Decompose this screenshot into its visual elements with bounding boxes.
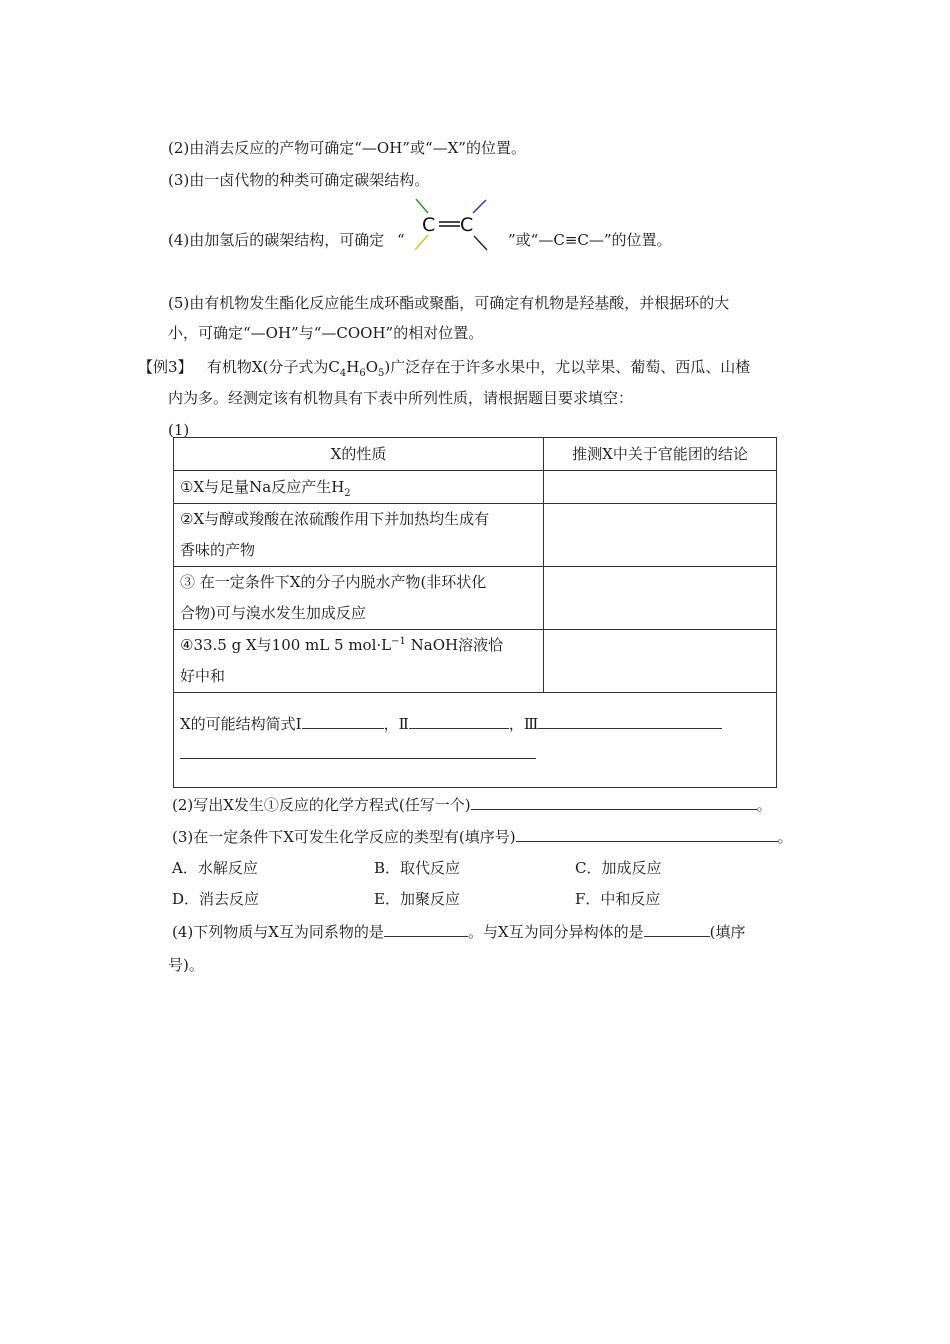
- property-text: NaOH溶液恰: [405, 636, 504, 654]
- header-conclusion: 推测X中关于官能团的结论: [544, 438, 777, 471]
- question-3: [172, 827, 793, 847]
- question-3-blank[interactable]: [516, 827, 778, 842]
- header-property: X的性质: [174, 438, 544, 471]
- property-text: ④33.5 g X与100 mL 5 mol·L: [180, 636, 392, 654]
- option-b[interactable]: B．取代反应: [374, 859, 461, 877]
- property-text: 好中和: [180, 667, 226, 685]
- question-end: 。: [756, 796, 772, 814]
- point-5-line2: 小，可确定“—OH”与“—COOH”的相对位置。: [168, 324, 484, 342]
- superscript: −1: [391, 636, 406, 647]
- conclusion-cell[interactable]: [544, 630, 777, 693]
- point-2: (2)由消去反应的产物可确定“—OH”或“—X”的位置。: [168, 139, 526, 157]
- property-text: 香味的产物: [180, 541, 256, 559]
- table-row: [174, 504, 777, 567]
- question-1-label: (1): [168, 421, 190, 439]
- subscript: 2: [344, 488, 351, 499]
- example-text: 有机物X(分子式为C: [206, 358, 340, 376]
- point-3: (3)由一卤代物的种类可确定碳架结构。: [168, 171, 430, 189]
- point-4-rest: ”或“—C≡C—”的位置。: [508, 231, 672, 249]
- option-f[interactable]: F．中和反应: [575, 890, 661, 908]
- conclusion-cell[interactable]: [544, 504, 777, 567]
- example-label: 【例3】: [138, 358, 193, 376]
- answer-blank-3[interactable]: [538, 714, 722, 729]
- point-5-line1: (5)由有机物发生酯化反应能生成环酯或聚酯，可确定有机物是羟基酸，并根据环的大: [168, 294, 730, 312]
- answer-label: ，Ⅲ: [508, 715, 539, 733]
- options-row-2: [172, 889, 732, 909]
- property-text: ②X与醇或羧酸在浓硫酸作用下并加热均生成有: [180, 510, 490, 528]
- property-cell: [174, 471, 544, 504]
- example-3-line2: 内为多。经测定该有机物具有下表中所列性质，请根据题目要求填空：: [168, 389, 634, 407]
- point-4-text: (4)由加氢后的碳架结构，可确定: [168, 231, 385, 249]
- question-4-blank-isomer[interactable]: [644, 922, 710, 937]
- answer-blank-1[interactable]: [302, 714, 384, 729]
- table-header-row: [174, 438, 777, 471]
- option-d[interactable]: D．消去反应: [172, 890, 260, 908]
- option-c[interactable]: C．加成反应: [575, 859, 662, 877]
- example-text: )广泛存在于许多水果中，尤以苹果、葡萄、西瓜、山楂: [384, 358, 751, 376]
- question-4: [172, 922, 745, 942]
- property-cell: [174, 630, 544, 693]
- subscript: 4: [339, 368, 347, 379]
- option-a[interactable]: A．水解反应: [172, 859, 258, 877]
- property-cell: [174, 504, 544, 567]
- subscript: 5: [378, 368, 385, 379]
- question-end: 。: [777, 828, 793, 846]
- point-4-quote: “: [397, 231, 405, 249]
- subscript: 6: [359, 368, 366, 379]
- question-text: (填序: [709, 923, 746, 941]
- question-2-blank[interactable]: [471, 795, 757, 810]
- structure-answer-cell: [174, 693, 777, 788]
- answer-label: ，Ⅱ: [383, 715, 409, 733]
- question-text: (4)下列物质与X互为同系物的是: [172, 923, 384, 941]
- question-4-blank-homolog[interactable]: [384, 922, 468, 937]
- answer-blank-2[interactable]: [409, 714, 509, 729]
- example-text: H: [346, 358, 360, 376]
- property-text: ①X与足量Na反应产生H: [180, 478, 345, 496]
- question-text: (2)写出X发生①反应的化学方程式(任写一个): [172, 796, 471, 814]
- options-row-1: [172, 858, 732, 878]
- property-cell: [174, 567, 544, 630]
- table-row: [174, 630, 777, 693]
- example-text: O: [365, 358, 379, 376]
- answer-label: X的可能结构简式Ⅰ: [180, 715, 302, 733]
- question-text: 。与X互为同分异构体的是: [467, 923, 644, 941]
- property-text: 合物)可与溴水发生加成反应: [180, 604, 366, 622]
- answer-blank-continued[interactable]: [180, 744, 536, 759]
- example-3-intro: [138, 357, 750, 377]
- table-row: [174, 471, 777, 504]
- table-row: [174, 567, 777, 630]
- point-4: [168, 230, 672, 250]
- conclusion-cell[interactable]: [544, 471, 777, 504]
- question-2: [172, 795, 772, 815]
- alkene-structure-diagram: [408, 196, 498, 256]
- property-text: ③ 在一定条件下X的分子内脱水产物(非环状化: [180, 573, 487, 591]
- conclusion-cell[interactable]: [544, 567, 777, 630]
- carbon-atom-left: C: [422, 214, 436, 236]
- question-4-line2: 号)。: [168, 956, 204, 974]
- carbon-atom-right: C: [460, 214, 474, 236]
- option-e[interactable]: E．加聚反应: [374, 890, 460, 908]
- properties-table: [173, 437, 777, 788]
- answer-row: [174, 693, 777, 788]
- question-text: (3)在一定条件下X可发生化学反应的类型有(填序号): [172, 828, 516, 846]
